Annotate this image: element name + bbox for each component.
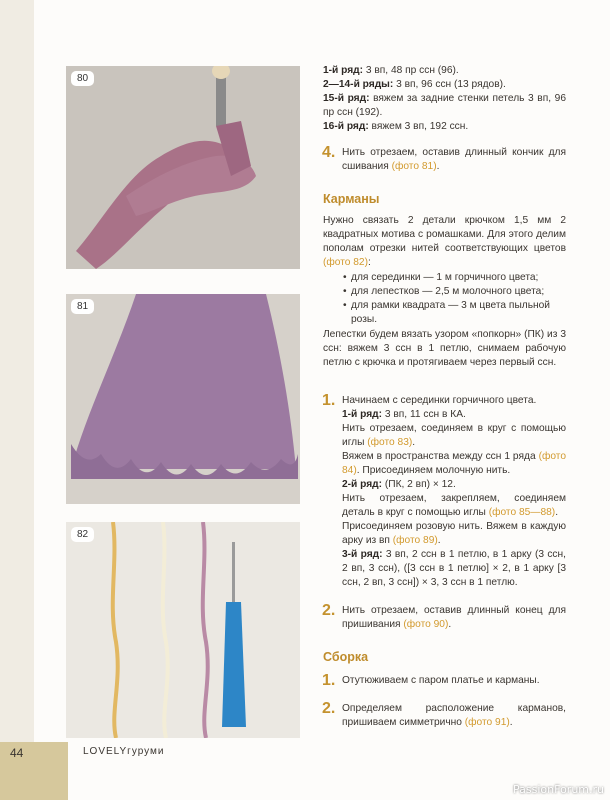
- photo-82: [66, 522, 300, 738]
- step-number: 2.: [322, 700, 336, 717]
- step-number: 2.: [322, 602, 336, 619]
- pocket-step-1: 1. Начинаем с серединки горчичного цвета. 1-й ряд: 3 вп, 11 ссн в КА. Нить отрезаем, соединяем в круг с помощью иглы (фото 83). Вяжем в пространства между ссн 1 ряда (фото 84). Присоединяем молочную нить. 2-й ряд: (ПК, 2 вп) × 12. Нить отрезаем, закрепляем, соединяем деталь в круг с помощью иглы (фото 85—88). Присоединяем розовую нить. Вяжем в каждую арку из вп (фото 89). 3-й ряд: 3 вп, 2 ссн в 1 петлю, в 1 арку (3 ссн, 2 вп, 3 ссн), ([3 ссн в 1 петлю] × 2, в 1 арку [3 ссн, 2 вп, 3 ссн]) × 3, 3 ссн в 1 петлю.: [322, 392, 566, 588]
- brand-name: LOVELYгуруми: [83, 746, 165, 757]
- assembly-step-1: 1. Отутюживаем с паром платье и карманы.: [322, 672, 540, 689]
- step-number: 1.: [322, 392, 336, 409]
- pocket-step-2: 2. Нить отрезаем, оставив длинный конец для пришивания (фото 90).: [322, 602, 566, 630]
- row-2-14: 2—14-й ряды: 3 вп, 96 ссн (13 рядов).: [323, 79, 506, 90]
- photo-label: 80: [71, 71, 94, 86]
- photo-label: 82: [71, 527, 94, 542]
- watermark: PassionForum.ru: [513, 783, 604, 796]
- photo-80: [66, 66, 300, 269]
- yarn-bullet-list: [323, 271, 566, 327]
- list-item: • для лепестков — 2,5 м молочного цвета;: [323, 285, 566, 299]
- row-16: 16-й ряд: вяжем 3 вп, 192 ссн.: [323, 121, 469, 132]
- yarn-and-hook-illustration: [66, 522, 300, 738]
- step-4: 4. Нить отрезаем, оставив длинный кончик для сшивания (фото 81).: [322, 144, 566, 172]
- list-item: • для серединки — 1 м горчичного цвета;: [323, 271, 566, 285]
- photo-label: 81: [71, 299, 94, 314]
- rows-list: [323, 64, 566, 134]
- photo-81: [66, 294, 300, 504]
- crochet-pocket-illustration: [66, 294, 300, 504]
- assembly-heading: Сборка: [323, 650, 369, 664]
- list-item: • для рамки квадрата — 3 м цвета пыльной розы.: [323, 299, 566, 327]
- row-1: 1-й ряд: 3 вп, 48 пр ссн (96).: [323, 65, 459, 76]
- page-number: 44: [10, 746, 24, 760]
- popcorn-description: Лепестки будем вязать узором «попкорн» (ПК) из 3 ссн: вяжем 3 ссн в 1 петлю, снимаем рабочую петлю с крючка и протягиваем через первый ссн.: [323, 329, 566, 368]
- pockets-heading: Карманы: [323, 192, 380, 206]
- step-number: 4.: [322, 144, 336, 161]
- left-margin-band: [0, 0, 34, 800]
- assembly-step-2: 2. Определяем расположение карманов, пришиваем симметрично (фото 91).: [322, 700, 566, 728]
- pockets-intro: Нужно связать 2 детали крючком 1,5 мм 2 квадратных мотива с ромашками. Для этого делим пополам отрезки нитей соответствующих цветов (фото 82):: [323, 215, 566, 268]
- step-number: 1.: [322, 672, 336, 689]
- row-15: 15-й ряд: вяжем за задние стенки петель 3 вп, 96 пр ссн (192).: [323, 93, 566, 118]
- crochet-strap-illustration: [66, 66, 300, 269]
